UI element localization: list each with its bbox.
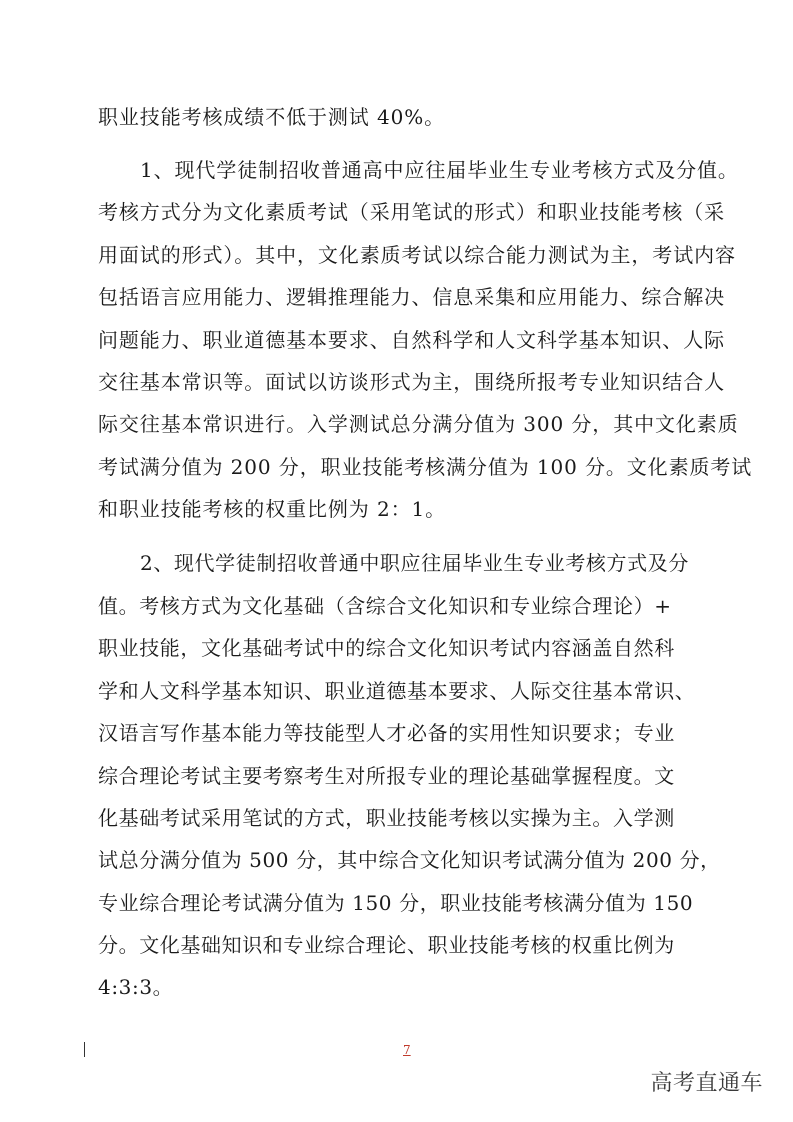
text-line: 问题能力、职业道德基本要求、自然科学和人文科学基本知识、人际 [98, 328, 725, 352]
text-line: 包括语言应用能力、逻辑推理能力、信息采集和应用能力、综合解决 [98, 285, 725, 309]
text-line: 分。文化基础知识和专业综合理论、职业技能考核的权重比例为 [98, 933, 675, 957]
text-line: 4:3:3。 [98, 975, 174, 999]
text-line: 考核方式分为文化素质考试（采用笔试的形式）和职业技能考核（采 [98, 200, 725, 224]
text-line: 2、现代学徒制招收普通中职应往届毕业生专业考核方式及分 [140, 551, 689, 575]
text-line: 1、现代学徒制招收普通高中应往届毕业生专业考核方式及分值。 [140, 158, 739, 182]
text-line: 职业技能考核成绩不低于测试 40%。 [98, 105, 446, 129]
text-line: 学和人文科学基本知识、职业道德基本要求、人际交往基本常识、 [98, 679, 696, 703]
text-line: 和职业技能考核的权重比例为 2：1。 [98, 497, 447, 521]
text-line: 职业技能，文化基础考试中的综合文化知识考试内容涵盖自然科 [98, 636, 675, 660]
text-line: 值。考核方式为文化基础（含综合文化知识和专业综合理论）+ [98, 594, 672, 618]
text-line: 考试满分值为 200 分，职业技能考核满分值为 100 分。文化素质考试 [98, 455, 753, 479]
text-line: 试总分满分值为 500 分，其中综合文化知识考试满分值为 200 分， [98, 848, 721, 872]
text-line: 专业综合理论考试满分值为 150 分，职业技能考核满分值为 150 [98, 891, 694, 915]
text-line: 汉语言写作基本能力等技能型人才必备的实用性知识要求；专业 [98, 721, 675, 745]
text-line: 化基础考试采用笔试的方式，职业技能考核以实操为主。入学测 [98, 806, 675, 830]
text-line: 综合理论考试主要考察考生对所报专业的理论基础掌握程度。文 [98, 764, 675, 788]
text-line: 交往基本常识等。面试以访谈形式为主，围绕所报考专业知识结合人 [98, 370, 725, 394]
margin-mark [84, 1042, 85, 1057]
text-line: 用面试的形式）。其中，文化素质考试以综合能力测试为主，考试内容 [98, 243, 736, 267]
watermark: 高考直通车 [650, 1071, 763, 1096]
page-number: 7 [403, 1043, 411, 1057]
text-line: 际交往基本常识进行。入学测试总分满分值为 300 分，其中文化素质 [98, 412, 739, 436]
